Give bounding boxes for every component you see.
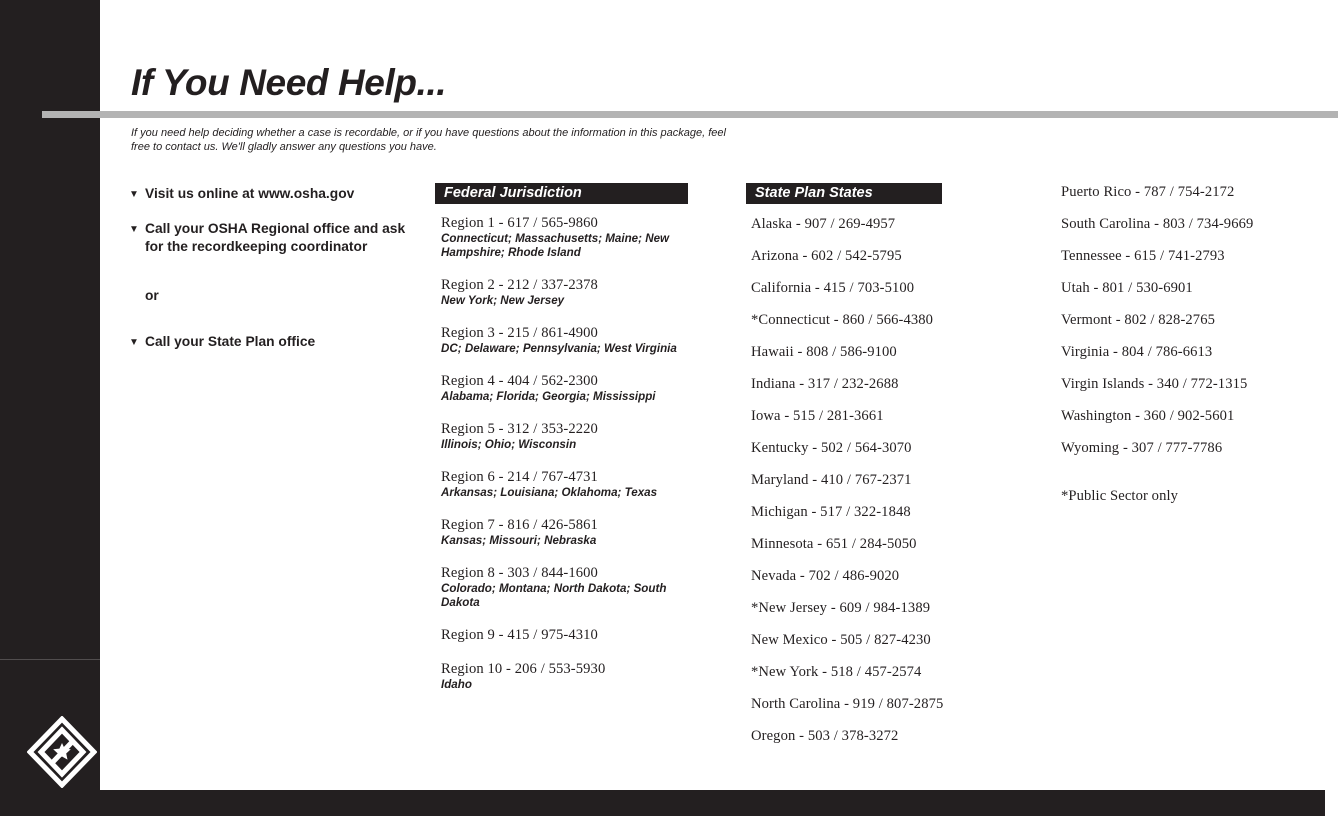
or-label: or xyxy=(145,287,159,303)
help-option-label: Call your State Plan office xyxy=(145,334,316,349)
region-name: Region 7 - 816 / 426-5861 xyxy=(441,517,598,533)
state-contact-item: Hawaii - 808 / 586-9100 xyxy=(751,344,897,360)
agency-name-primary: U.S. Department of Labor xyxy=(166,506,187,740)
intro-paragraph: If you need help deciding whether a case is recordable, or if you have questions about the information in this package, feel free to contact us. We'll gladly answer any questions you have. xyxy=(131,127,726,154)
state-contact-item: New Mexico - 505 / 827-4230 xyxy=(751,632,931,648)
public-sector-footnote: *Public Sector only xyxy=(1061,488,1179,504)
help-option-label: Visit us online at www.osha.gov xyxy=(145,186,355,201)
state-contact-item: Oregon - 503 / 378-3272 xyxy=(751,728,899,744)
state-contact-item: Washington - 360 / 902-5601 xyxy=(1061,408,1235,424)
state-contact-item: *New York - 518 / 457-2574 xyxy=(751,664,922,680)
help-option-state-plan-office[interactable] xyxy=(129,333,409,352)
state-contact-item: South Carolina - 803 / 734-9669 xyxy=(1061,216,1254,232)
state-contact-item: Maryland - 410 / 767-2371 xyxy=(751,472,912,488)
page-title: If You Need Help... xyxy=(131,62,447,103)
region-entry xyxy=(441,627,701,644)
region-name: Region 2 - 212 / 337-2378 xyxy=(441,277,598,293)
state-contact-item: Puerto Rico - 787 / 754-2172 xyxy=(1061,184,1235,200)
state-contact-item: Tennessee - 615 / 741-2793 xyxy=(1061,248,1225,264)
state-contact-item: Vermont - 802 / 828-2765 xyxy=(1061,312,1215,328)
state-contact-item: Virginia - 804 / 786-6613 xyxy=(1061,344,1213,360)
region-entry xyxy=(441,373,701,404)
state-contact-item: *Connecticut - 860 / 566-4380 xyxy=(751,312,934,328)
region-entry xyxy=(441,277,701,308)
state-contact-item: *New Jersey - 609 / 984-1389 xyxy=(751,600,931,616)
region-name: Region 1 - 617 / 565-9860 xyxy=(441,215,598,231)
state-contact-item: Arizona - 602 / 542-5795 xyxy=(751,248,902,264)
region-entry xyxy=(441,215,701,260)
state-plan-contacts-column-two xyxy=(1061,184,1331,505)
region-name: Region 8 - 303 / 844-1600 xyxy=(441,565,598,581)
triangle-bullet-icon: ▼ xyxy=(129,223,139,235)
state-contact-item: Utah - 801 / 530-6901 xyxy=(1061,280,1193,296)
region-states: New York; New Jersey xyxy=(441,294,565,307)
region-entry xyxy=(441,421,701,452)
state-contact-item: Indiana - 317 / 232-2688 xyxy=(751,376,899,392)
region-name: Region 3 - 215 / 861-4900 xyxy=(441,325,598,341)
state-contact-item: Minnesota - 651 / 284-5050 xyxy=(751,536,917,552)
region-entry xyxy=(441,517,701,548)
state-contact-item: Nevada - 702 / 486-9020 xyxy=(751,568,900,584)
agency-name-secondary: Occupational Safety and Health Administration xyxy=(187,501,199,740)
region-states: Kansas; Missouri; Nebraska xyxy=(441,534,597,547)
region-entry xyxy=(441,469,701,500)
region-states: Alabama; Florida; Georgia; Mississippi xyxy=(441,390,656,403)
region-entry xyxy=(441,661,701,692)
state-contact-item: Kentucky - 502 / 564-3070 xyxy=(751,440,912,456)
state-contact-item: Wyoming - 307 / 777-7786 xyxy=(1061,440,1223,456)
state-plan-contacts-column-one xyxy=(751,216,1011,760)
state-contact-item: Michigan - 517 / 322-1848 xyxy=(751,504,911,520)
region-states: Connecticut; Massachusetts; Maine; New Hampshire; Rhode Island xyxy=(441,232,670,259)
region-states: DC; Delaware; Pennsylvania; West Virginia xyxy=(441,342,677,355)
region-states: Arkansas; Louisiana; Oklahoma; Texas xyxy=(441,486,658,499)
help-option-online[interactable] xyxy=(129,185,409,204)
help-options-list xyxy=(129,185,409,368)
region-name: Region 5 - 312 / 353-2220 xyxy=(441,421,598,437)
state-contact-item: Alaska - 907 / 269-4957 xyxy=(751,216,896,232)
federal-jurisdiction-list xyxy=(441,215,701,709)
triangle-bullet-icon: ▼ xyxy=(129,337,139,348)
help-option-label: Call your OSHA Regional office and ask for the recordkeeping coordinator xyxy=(145,220,406,254)
region-name: Region 10 - 206 / 553-5930 xyxy=(441,661,606,677)
region-states: Illinois; Ohio; Wisconsin xyxy=(441,438,577,451)
state-plan-states-header: State Plan States xyxy=(746,183,942,204)
federal-jurisdiction-header: Federal Jurisdiction xyxy=(435,183,688,204)
region-name: Region 4 - 404 / 562-2300 xyxy=(441,373,598,389)
region-states: Colorado; Montana; North Dakota; South Dakota xyxy=(441,582,667,609)
region-states: Idaho xyxy=(441,678,472,691)
region-entry xyxy=(441,565,701,610)
region-entry xyxy=(441,325,701,356)
triangle-bullet-icon: ▼ xyxy=(129,189,139,200)
state-contact-item: Iowa - 515 / 281-3661 xyxy=(751,408,884,424)
state-contact-item: North Carolina - 919 / 807-2875 xyxy=(751,696,944,712)
help-option-regional-office[interactable] xyxy=(129,220,409,257)
region-name: Region 9 - 415 / 975-4310 xyxy=(441,627,598,643)
help-option-or-separator xyxy=(129,287,409,306)
region-name: Region 6 - 214 / 767-4731 xyxy=(441,469,598,485)
state-contact-item: Virgin Islands - 340 / 772-1315 xyxy=(1061,376,1248,392)
state-contact-item: California - 415 / 703-5100 xyxy=(751,280,915,296)
